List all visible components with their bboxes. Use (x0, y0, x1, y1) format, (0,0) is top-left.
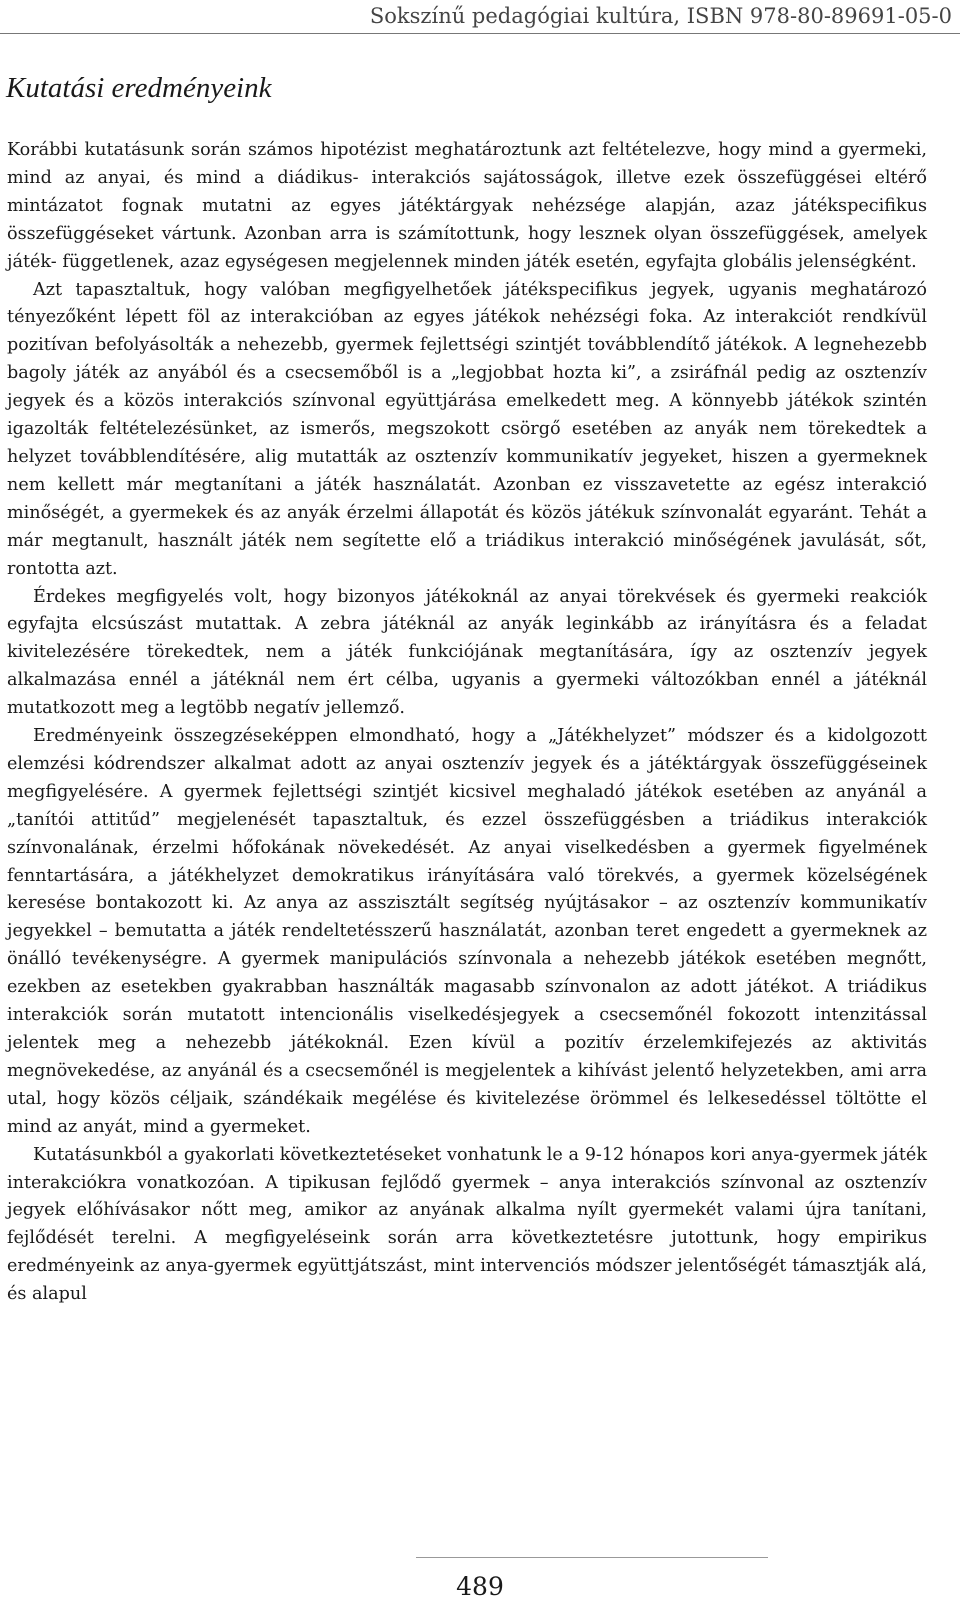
body-text (7, 137, 927, 1309)
page-number: 489 (456, 1572, 504, 1601)
paragraph-1: Korábbi kutatásunk során számos hipotézist meghatároztunk azt feltételezve, hogy mind a gyermeki, mind az anyai, és mind a diádikus- interakciós sajátosságok, illetve ezek összefüggései eltérő mintázatot fognak mutatni az egyes játéktárgyak nehézsége alapján, azaz játékspecifikus összefüggéseket vártunk. Azonban arra is számítottunk, hogy lesznek olyan összefüggések, amelyek játék- függetlenek, azaz egységesen megjelennek minden játék esetén, egyfajta globális jelenségként. (7, 140, 927, 272)
paragraph-5: Kutatásunkból a gyakorlati következtetéseket vonhatunk le a 9-12 hónapos kori anya-gyermek játék interakciókra vonatkozóan. A tipikusan fejlődő gyermek – anya interakciós színvonal az osztenzív jegyek előhívásakor nőtt meg, amikor az anyának alkalma nyílt gyermekét valami újra tanítani, fejlődését terelni. A megfigyeléseink során arra következtetésre jutottunk, hogy empirikus eredményeink az anya-gyermek együttjátszást, mint intervenciós módszer jelentőségét támasztják alá, és alapul (7, 1144, 927, 1305)
footer-divider (416, 1557, 768, 1558)
paragraph-3: Érdekes megfigyelés volt, hogy bizonyos játékoknál az anyai törekvések és gyermeki reakciók egyfajta elcsúszást mutattak. A zebra játéknál az anyák leginkább az irányításra és a feladat kivitelezésére törekedtek, nem a játék funkciójának megtanítására, így az osztenzív jegyek alkalmazása ennél a játéknál nem ért célba, ugyanis a gyermeki változókban ennél a játéknál mutatkozott meg a legtöbb negatív jellemző. (7, 586, 927, 719)
paragraph-2: Azt tapasztaltuk, hogy valóban megfigyelhetőek játékspecifikus jegyek, ugyanis meghatározó tényezőként lépett föl az interakcióban az egyes játékok nehézségi foka. Az interakciót rendkívül pozitívan befolyásolták a nehezebb, gyermek fejlettségi szintjét továbblendítő játékok. A legnehezebb bagoly játék az anyából és a csecsemőből is a „legjobbat hozta ki”, a zsiráfnál pedig az osztenzív jegyek és a közös interakciós színvonal együttjárása emelkedett meg. A könnyebb játékok szintén igazolták feltételezésünket, az ismerős, megszokott csörgő esetében az anyák nem törekedtek a helyzet továbblendítésére, alig mutatták az osztenzív kommunikatív jegyeket, hiszen a gyermeknek nem kellett már megtanítani a játék használatát. Azonban ez visszavetette az egész interakció minőségét, a gyermekek és az anyák érzelmi állapotát és közös játékuk színvonalát egyaránt. Tehát a már megtanult, használt játék nem segítette elő a triádikus interakció minőségének javulását, sőt, rontotta azt. (7, 279, 927, 579)
running-header: Sokszínű pedagógiai kultúra, ISBN 978-80-89691-05-0 (369, 4, 952, 28)
header-divider (0, 33, 960, 34)
section-title: Kutatási eredményeink (6, 72, 272, 104)
paragraph-4: Eredményeink összegzéseképpen elmondható, hogy a „Játékhelyzet” módszer és a kidolgozott elemzési kódrendszer alkalmat adott az anyai osztenzív jegyek és a játéktárgyak összefüggéseinek megfigyelésére. A gyermek fejlettségi szintjét kicsivel meghaladó játékok esetében az anyánál a „tanítói attitűd” megjelenését tapasztaltuk, és ezzel összefüggésben a triádikus interakciók színvonalának, érzelmi hőfokának növekedését. Az anyai viselkedésben a gyermek figyelmének fenntartására, a játékhelyzet demokratikus irányítására való törekvés, a gyermek közelségének keresése bontakozott ki. Az anya az asszisztált segítség nyújtásakor – az osztenzív kommunikatív jegyekkel – bemutatta a játék rendeltetésszerű használatát, azonban teret engedett a gyermeknek az önálló tevékenységre. A gyermek manipulációs színvonala a nehezebb játékok esetében megnőtt, ezekben az esetekben gyakrabban használták magasabb színvonalon az adott játékot. A triádikus interakciók során mutatott intencionális viselkedésjegyek a csecsemőnél fokozott intenzitással jelentek meg a nehezebb játékoknál. Ezen kívül a pozitív érzelemkifejezés az aktivitás megnövekedése, az anyánál és a csecsemőnél is megjelentek a kihívást jelentő helyzetekben, ami arra utal, hogy közös céljaik, szándékaik megélése és kivitelezése örömmel és lelkesedéssel töltötte el mind az anyát, mind a gyermeket. (7, 726, 927, 1137)
